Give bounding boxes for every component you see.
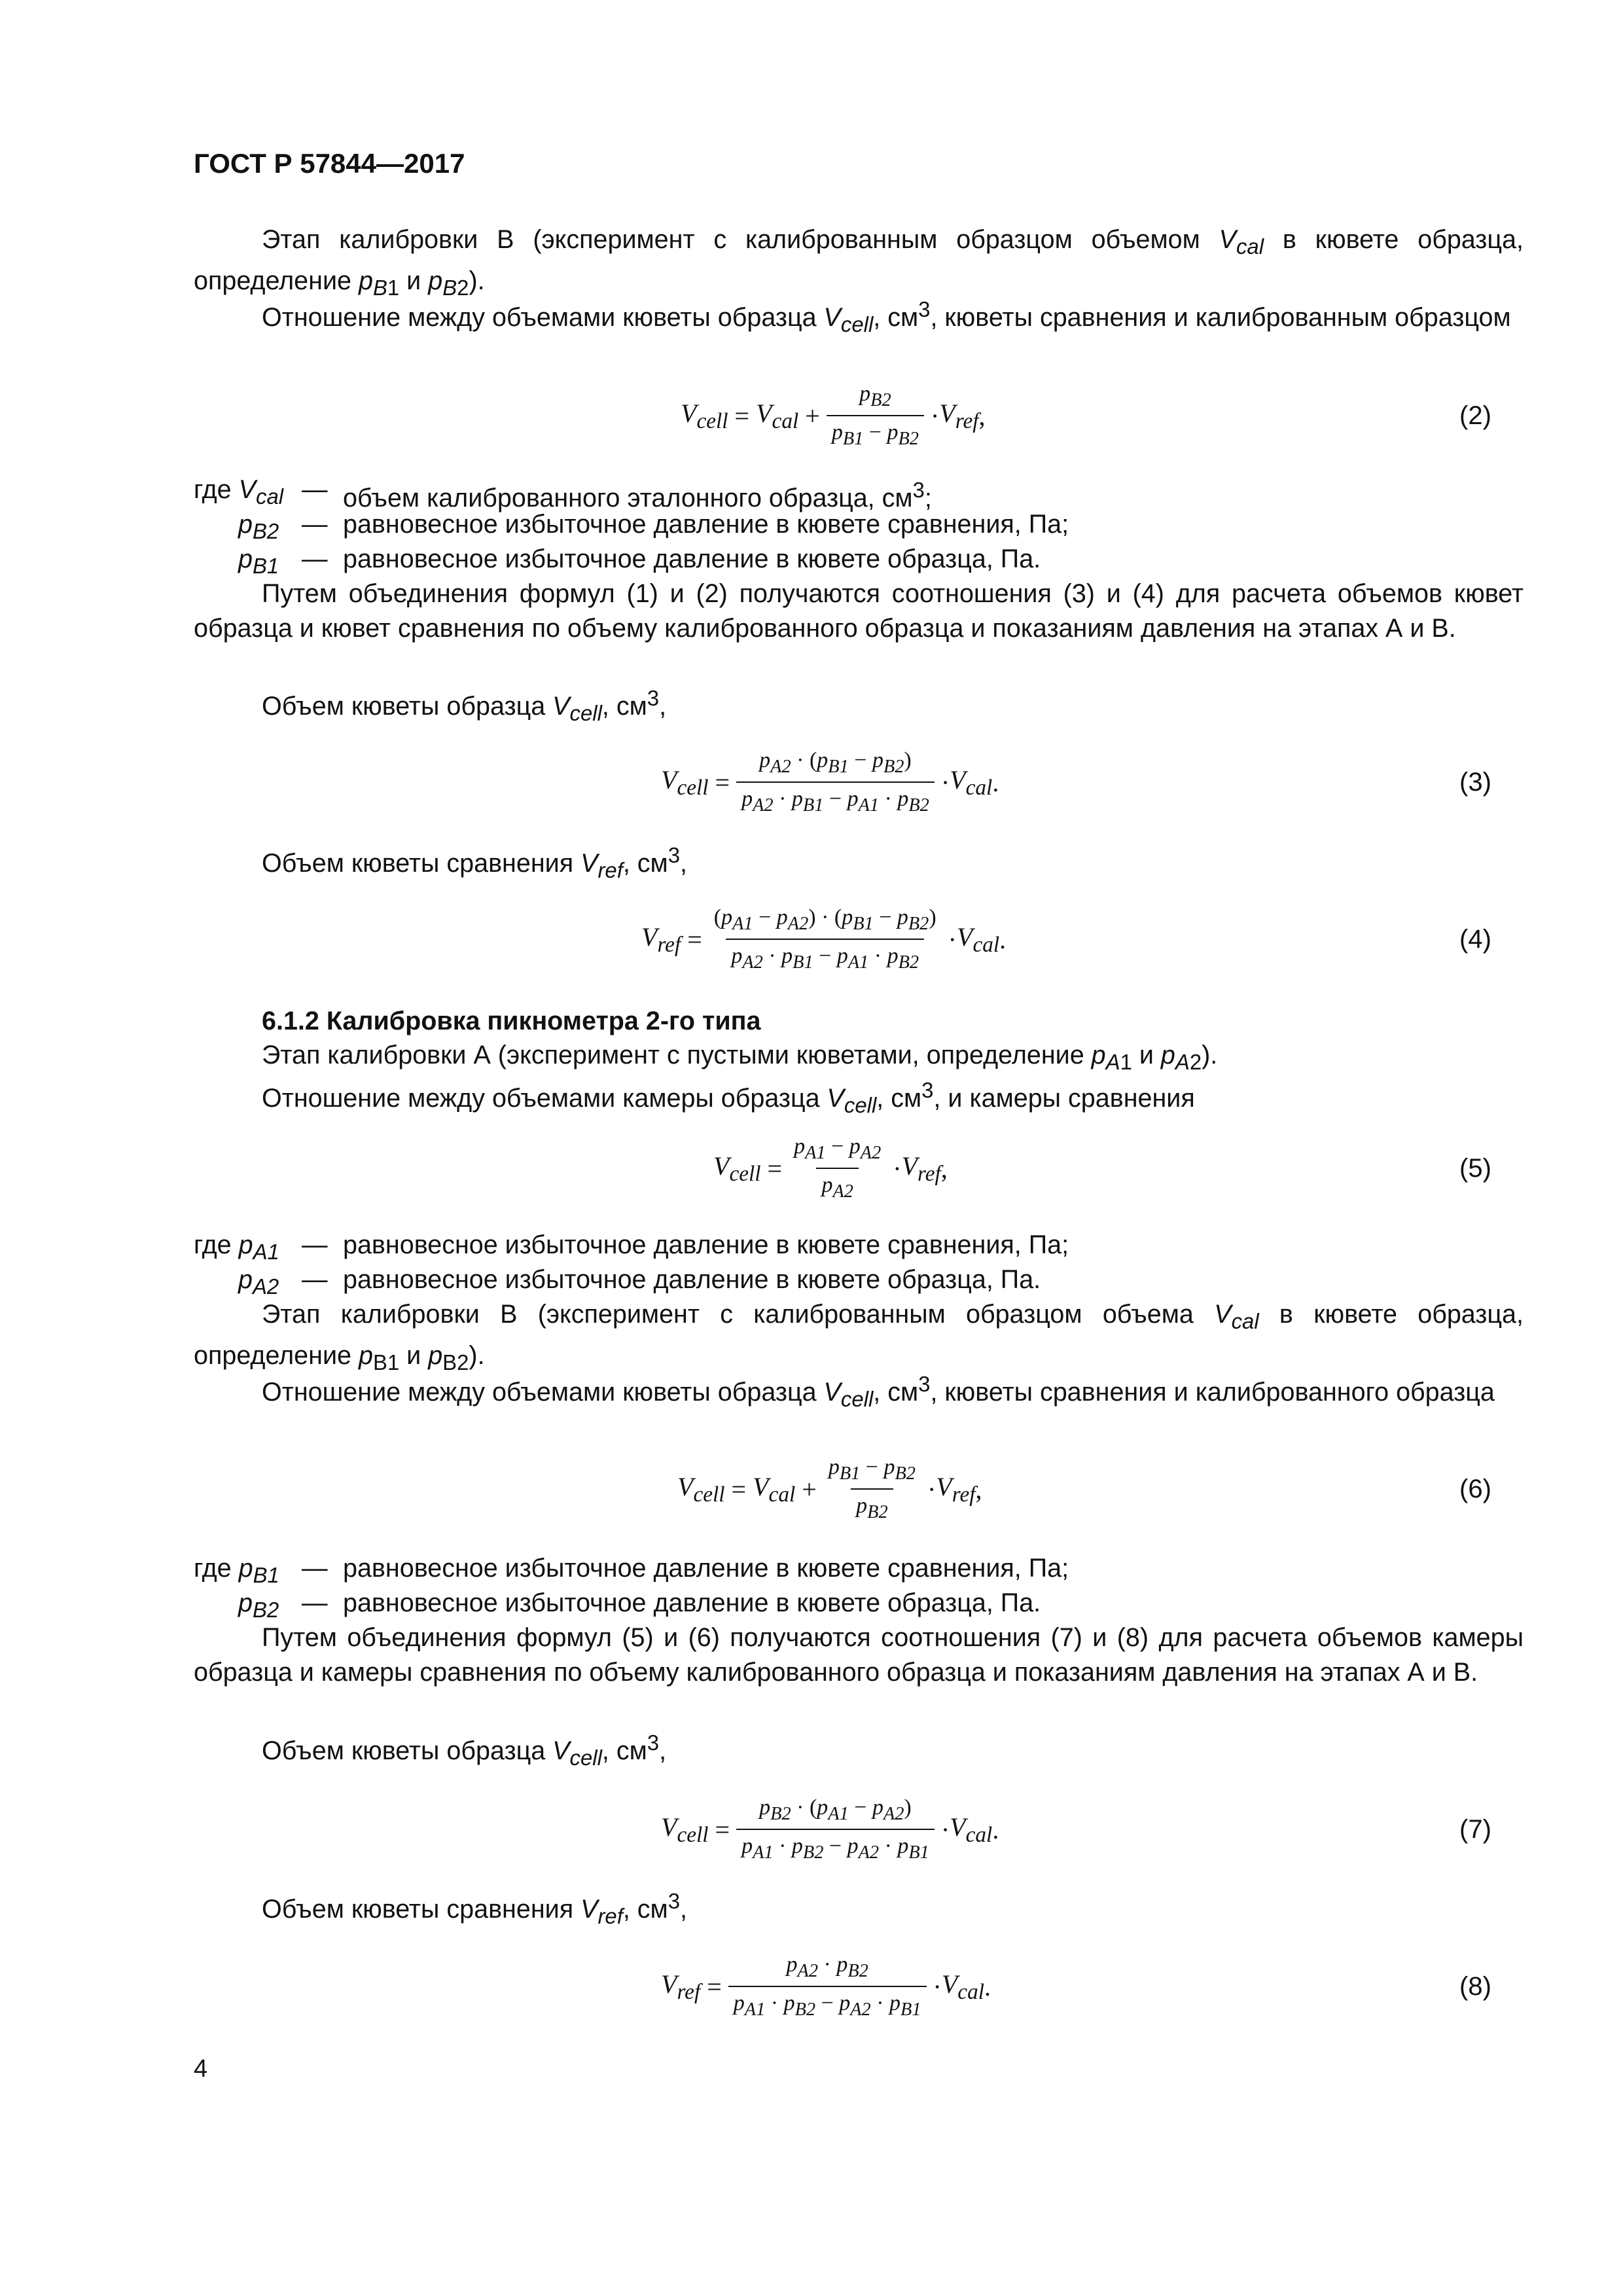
where-item: где $p_{B1}$ — равновесное избыточное давление в кювете сравнения, Па; [194,1554,1069,1587]
paragraph-cell-volume-2: Объем кюветы образца $V_{cell}$, $см^3$, [262,1731,667,1770]
equation-3: $V_{cell}$ = $\frac{p_{A2} \cdot (p_{B1} - p_{B2})}{p_{A2} \cdot p_{B1} - p_{A1} \cdot p_{B2}}$ · $V_{cal}$ . (3) [0,740,1623,825]
paragraph-ratio: Отношение между объемами кюветы образца $V_{cell}$, $см^3$, кюветы сравнения и калиброванным образцом [262,297,1511,337]
equation-7: $V_{cell}$ = $\frac{p_{B2} \cdot (p_{A1} - p_{A2})}{p_{A1} \cdot p_{B2} - p_{A2} \cdot p_{B1}}$ · $V_{cal}$ . (7) [0,1787,1623,1872]
equation-number: (4) [1459,925,1491,954]
paragraph-stage-a: Этап калибровки А (эксперимент с пустыми кюветами, определение $p_{A1}$ и $p_{A2}$). [262,1041,1218,1074]
equation-number: (8) [1459,1972,1491,2001]
equation-number: (5) [1459,1154,1491,1183]
paragraph-ratio-3: Отношение между объемами кюветы образца $V_{cell}$, $см^3$, кюветы сравнения и калиброванного образца [262,1372,1495,1412]
paragraph-combine-2: Путем объединения формул (5) и (6) получаются соотношения (7) и (8) для расчета объемов камеры образца и камеры сравнения по объему калиброванного образца и показаниям давления на этапах А и В. [194,1623,1524,1687]
equation-8: $V_{ref}$ = $\frac{p_{A2} \cdot p_{B2}}{p_{A1} \cdot p_{B2} - p_{A2} \cdot p_{B1}}$ · $V_{cal}$ . (8) [0,1944,1623,2029]
equation-6: $V_{cell}$ = $V_{cal}$ + $\frac{p_{B1} - p_{B2}}{p_{B2}}$ · $V_{ref}$ , (6) [0,1446,1623,1532]
equation-number: (3) [1459,768,1491,797]
page-number: 4 [194,2055,208,2083]
section-heading: 6.1.2 Калибровка пикнометра 2-го типа [262,1007,761,1035]
paragraph-ratio-2: Отношение между объемами камеры образца $V_{cell}$, $см^3$, и камеры сравнения [262,1078,1195,1118]
equation-4: $V_{ref}$ = $\frac{(p_{A1} - p_{A2}) \cdot (p_{B1} - p_{B2})}{p_{A2} \cdot p_{B1} - p_{A1} \cdot p_{B2}}$ · $V_{cal}$ . (4) [0,897,1623,982]
equation-number: (2) [1459,401,1491,430]
document-code: ГОСТ Р 57844—2017 [194,148,465,179]
paragraph-stage-b: Этап калибровки B (эксперимент с калиброванным образцом объемом $V_{cal}$ в кювете образца, определение $p_{B1}$ и $p_{B2}$). [194,225,1524,300]
where-item: где $p_{A1}$ — равновесное избыточное давление в кювете сравнения, Па; [194,1230,1069,1264]
document-page: ГОСТ Р 57844—2017 Этап калибровки B (эксперимент с калиброванным образцом объемом $V_{cal}$ в кювете образца, определение $p_{B1}$ и $p_{B2}$). Отношение между объемами кюветы образца $V_{cell}$, $см^3$, кюветы сравнения и калиброванным образцом $V_{cell}$ = $V_{cal}$ + $\frac{p_{B2}}{p_{B1} - p_{B2}}$ · $V_{ref}$ , (2) где $V_{cal}$ — объем калиброванного эталонного образца, $см^3$; $p_{B2}$ — равновесное избыточное давление в кювете сравнения, Па; $p_{B1}$ — равновесное избыточное давление в кювете образца, Па. Путем объединения формул (1) и (2) получаются соотношения (3) и (4) для расчета объемов кювет образца и кювет сравнения по объему калиброванного образца и показаниям давления на этапах А и В. Объем кюветы образца $V_{cell}$, $см^3$, $V_{cell}$ = $\frac{p_{A2} \cdot (p_{B1} - p_{B2})}{p_{A2} \cdot p_{B1} - p_{A1} \cdot p_{B2}}$ · $V_{cal}$ . (3) Объем кюветы сравнения $V_{ref}$, $см^3$, $V_{ref}$ = $\frac{(p_{A1} - p_{A2}) \cdot (p_{B1} - p_{B2})}{p_{A2} \cdot p_{B1} - p_{A1} \cdot p_{B2}}$ · $V_{cal}$ . (4) 6.1.2 Калибровка пикнометра 2-го типа Этап калибровки А (эксперимент с пустыми кюветами, определение $p_{A1}$ и $p_{A2}$). Отношение между объемами камеры образца $V_{cell}$, $см^3$, и камеры сравнения $V_{cell}$ = $\frac{p_{A1} - p_{A2}}{p_{A2}}$ · $V_{ref}$ , (5) где $p_{A1}$ — равновесное избыточное давление в кювете сравнения, Па; $p_{A2}$ — равновесное избыточное давление в кювете образца, Па. Этап калибровки В (эксперимент с калиброванным образцом объема $V_{cal}$ в кювете образца, определение $p_{B1}$ и $p_{B2}$). Отношение между объемами кюветы образца $V_{cell}$, $см^3$, кюветы сравнения и калиброванного образца $V_{cell}$ = $V_{cal}$ + $\frac{p_{B1} - p_{B2}}{p_{B2}}$ · $V_{ref}$ , (6) где $p_{B1}$ — равновесное избыточное давление в кювете сравнения, Па; $p_{B2}$ — равновесное избыточное давление в кювете образца, Па. Путем объединения формул (5) и (6) получаются соотношения (7) и (8) для расчета объемов камеры образца и камеры сравнения по объему калиброванного образца и показаниям давления на этапах А и В. Объем кюветы образца $V_{cell}$, $см^3$, $V_{cell}$ = $\frac{p_{B2} \cdot (p_{A1} - p_{A2})}{p_{A1} \cdot p_{B2} - p_{A2} \cdot p_{B1}}$ · $V_{cal}$ . (7) Объем кюветы сравнения $V_{ref}$, $см^3$, $V_{ref}$ = $\frac{p_{A2} \cdot p_{B2}}{p_{A1} \cdot p_{B2} - p_{A2} \cdot p_{B1}}$ · $V_{cal}$ . (8) 4 [0,0,1623,2296]
paragraph-stage-b-2: Этап калибровки В (эксперимент с калиброванным образцом объема $V_{cal}$ в кювете образца, определение $p_{B1}$ и $p_{B2}$). [194,1300,1524,1374]
equation-number: (6) [1459,1475,1491,1503]
paragraph-ref-volume-2: Объем кюветы сравнения $V_{ref}$, $см^3$, [262,1889,687,1929]
paragraph-cell-volume: Объем кюветы образца $V_{cell}$, $см^3$, [262,686,667,726]
equation-5: $V_{cell}$ = $\frac{p_{A1} - p_{A2}}{p_{A2}}$ · $V_{ref}$ , (5) [0,1126,1623,1211]
where-item: где $V_{cal}$ — объем калиброванного эталонного образца, $см^3$; [194,475,932,513]
paragraph-ref-volume: Объем кюветы сравнения $V_{ref}$, $см^3$, [262,843,687,883]
equation-number: (7) [1459,1815,1491,1844]
paragraph-combine-1: Путем объединения формул (1) и (2) получаются соотношения (3) и (4) для расчета объемов кювет образца и кювет сравнения по объему калиброванного образца и показаниям давления на этапах А и В. [194,579,1524,643]
equation-2: $V_{cell}$ = $V_{cal}$ + $\frac{p_{B2}}{p_{B1} - p_{B2}}$ · $V_{ref}$ , (2) [0,373,1623,458]
